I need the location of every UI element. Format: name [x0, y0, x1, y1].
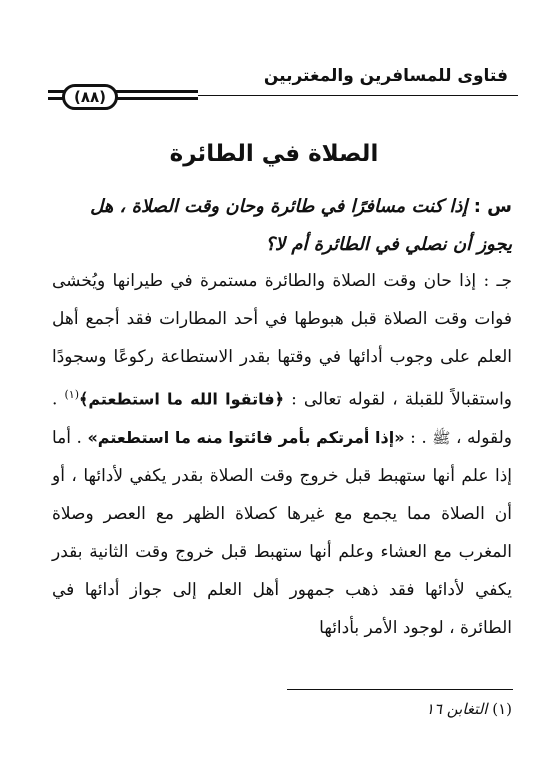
running-header	[48, 58, 518, 108]
pbuh-glyph: ﷺ	[432, 428, 451, 447]
header-rule	[198, 95, 518, 96]
page-number: (٨٨)	[62, 84, 118, 110]
answer-paragraph	[52, 262, 512, 647]
answer-text-4: . أما إذا علم أنها ستهبط قبل خروج وقت الصلاة بقدر يكفي لأدائها ، أو أن الصلاة مما يجمع مع غيرها كصلاة الظهر مع العصر وصلاة المغرب مع العشاء وعلم أنها ستهبط قبل خروج وقت الثانية بقدر يكفي لأدائها فقد ذهب جمهور أهل العلم إلى جواز أدائها في الطائرة ، لوجود الأمر بأدائها	[52, 427, 512, 638]
footnote	[426, 700, 512, 718]
hadith-quote: «إذا أمرتكم بأمر فائتوا منه ما استطعتم»	[87, 427, 405, 447]
question-label: س :	[473, 196, 512, 217]
page-number-ornament	[48, 84, 198, 106]
footnote-text: التغابن ١٦	[425, 700, 488, 718]
section-title: الصلاة في الطائرة	[169, 141, 379, 167]
answer-text-2: . ولقوله ،	[52, 389, 513, 448]
book-title: فتاوى للمسافرين والمغتربين	[263, 66, 508, 86]
answer-text-3: . :	[410, 427, 427, 448]
quran-quote: ﴿فاتقوا الله ما استطعتم﴾	[78, 389, 284, 409]
footnote-ref: (١)	[64, 388, 79, 401]
question-text: إذا كنت مسافرًا في طائرة وحان وقت الصلاة ، هل يجوز أن نصلي في الطائرة أم لا؟	[90, 196, 512, 255]
question-paragraph	[52, 188, 512, 264]
answer-text-1: إذا حان وقت الصلاة والطائرة مستمرة في طيرانها ويُخشى فوات وقت الصلاة قبل هبوطها في أحد المطارات فقد أجمع أهل العلم على وجوب أدائها في وقتها بقدر الاستطاعة ركوعًا وسجودًا واستقبالاً للقبلة ، لقوله تعالى :	[52, 271, 513, 410]
footnote-rule	[287, 689, 513, 690]
footnote-number: (١)	[492, 700, 512, 718]
answer-label: جـ :	[483, 271, 513, 291]
